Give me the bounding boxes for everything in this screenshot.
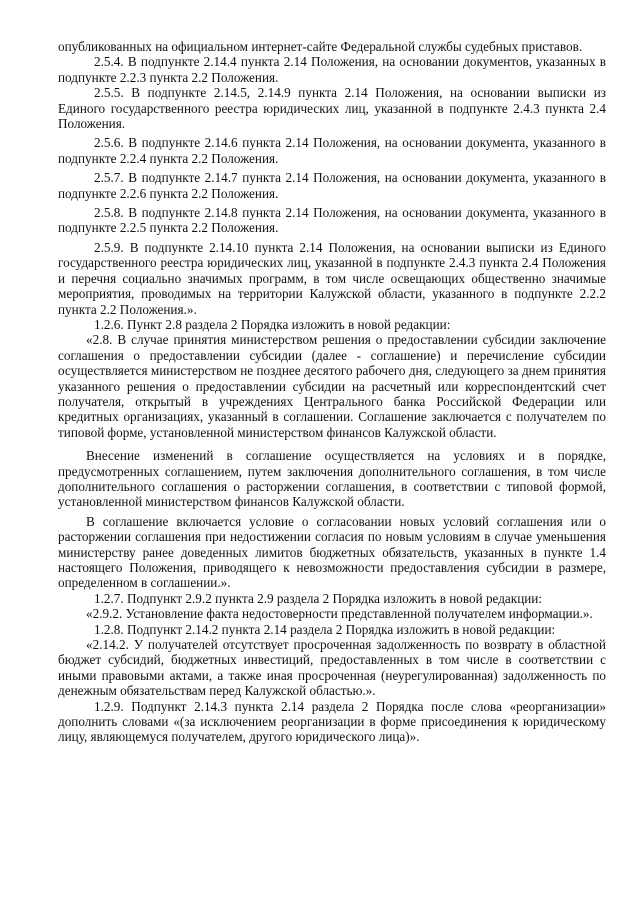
paragraph-2-5-9: 2.5.9. В подпункте 2.14.10 пункта 2.14 Положения, на основании выписки из Единого государственного реестра юридических лиц, указанной в подпункте 2.4.3 пункта 2.4 Положения и перечня социально значимых программ, в том числе освещающих общественно значимые мероприятия, проводимых на территории Калужской области, указанного в подпункте 2.2.2 пункта 2.2 Положения.». (58, 239, 606, 317)
paragraph-2-5-8: 2.5.8. В подпункте 2.14.8 пункта 2.14 Положения, на основании документа, указанного в подпункте 2.2.5 пункта 2.2 Положения. (58, 205, 606, 236)
paragraph-quote-2-8: «2.8. В случае принятия министерством решения о предоставлении субсидии заключение соглашения о предоставлении субсидии (далее - соглашение) и перечисление субсидии осуществляется министерством не позднее десятого рабочего дня, следующего за днем принятия указанного решения о предоставлении субсидии на расчетный или корреспондентский счет получателя, открытый в учреждениях Центрального банка Российской Федерации или кредитных организациях, указанный в соглашении. Соглашение заключается с получателем по типовой форме, установленной министерством финансов Калужской области. (58, 332, 606, 440)
paragraph-1-2-8: 1.2.8. Подпункт 2.14.2 пункта 2.14 раздела 2 Порядка изложить в новой редакции: (94, 621, 556, 637)
paragraph-2-5-6: 2.5.6. В подпункте 2.14.6 пункта 2.14 Положения, на основании документа, указанного в подпункте 2.2.4 пункта 2.2 Положения. (58, 135, 606, 166)
paragraph-2-5-4: 2.5.4. В подпункте 2.14.4 пункта 2.14 Положения, на основании документов, указанных в подпункте 2.2.3 пункта 2.2 Положения. (58, 54, 606, 85)
paragraph-continuation: опубликованных на официальном интернет-сайте Федеральной службы судебных приставов. (58, 39, 583, 54)
paragraph-2-5-7: 2.5.7. В подпункте 2.14.7 пункта 2.14 Положения, на основании документа, указанного в подпункте 2.2.6 пункта 2.2 Положения. (58, 170, 606, 201)
paragraph-amendments: Внесение изменений в соглашение осуществляется на условиях и в порядке, предусмотренных соглашением, путем заключения дополнительного соглашения, в том числе дополнительного соглашения о расторжении соглашения, в соответствии с типовой формой, установленной министерством финансов Калужской области. (58, 448, 606, 510)
paragraph-1-2-9: 1.2.9. Подпункт 2.14.3 пункта 2.14 раздела 2 Порядка после слова «реорганизации» дополнить словами «(за исключением реорганизации в форме присоединения к юридическому лицу, являющемуся получателем, другого юридического лица)». (58, 698, 606, 745)
paragraph-quote-2-14-2: «2.14.2. У получателей отсутствует просроченная задолженность по возврату в областной бюджет субсидий, бюджетных инвестиций, предоставленных в том числе в соответствии с иными правовыми актами, а также иная просроченная (неурегулированная) задолженность по денежным обязательствам перед Калужской областью.». (58, 637, 606, 699)
paragraph-agreement-condition: В соглашение включается условие о согласовании новых условий соглашения или о расторжении соглашения при недостижении согласия по новым условиям в случае уменьшения министерству ранее доведенных лимитов бюджетных обязательств, указанных в пункте 1.4 настоящего Положения, приводящего к невозможности предоставления субсидии в размере, определенном в соглашении.». (58, 513, 606, 591)
paragraph-1-2-7: 1.2.7. Подпункт 2.9.2 пункта 2.9 раздела 2 Порядка изложить в новой редакции: (94, 590, 543, 606)
paragraph-1-2-6: 1.2.6. Пункт 2.8 раздела 2 Порядка изложить в новой редакции: (94, 316, 451, 332)
paragraph-2-5-5: 2.5.5. В подпункте 2.14.5, 2.14.9 пункта 2.14 Положения, на основании выписки из Единого государственного реестра юридических лиц, указанной в подпункте 2.4.3 пункта 2.4 Положения. (58, 85, 606, 132)
paragraph-quote-2-9-2: «2.9.2. Установление факта недостоверности представленной получателем информации.». (86, 606, 593, 622)
